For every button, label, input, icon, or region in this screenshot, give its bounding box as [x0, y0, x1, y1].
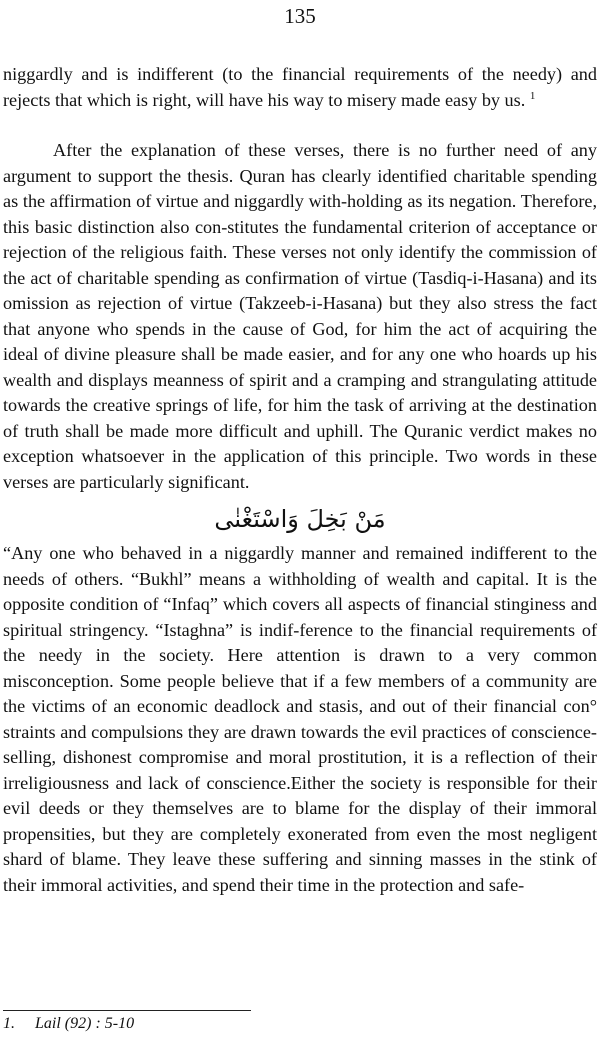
footnote — [3, 1015, 134, 1033]
paragraph-explanation: After the explanation of these verses, there is no further need of any argument to support the thesis. Quran has clearly identified charitable spending as the affirmation of virtue and niggardly with-holding as its negation. Therefore, this basic distinction also con-stitutes the fundamental criterion of acceptance or rejection of the religious faith. These verses not only identify the commission of the act of charitable spending as confirmation of virtue (Tasdiq-i-Hasana) and its omission as rejection of virtue (Takzeeb-i-Hasana) but they also stress the fact that anyone who spends in the cause of God, for him the act of acquiring the ideal of divine pleasure shall be made easier, and for any one who hoards up his wealth and displays meanness of spirit and a cramping and strangulating attitude towards the creative springs of life, for him the task of arriving at the destination of truth shall be made more difficult and uphill. The Quranic verdict makes no exception whatsoever in the application of this principle. Two words in these verses are particularly significant. — [3, 140, 597, 492]
paragraph-commentary: “Any one who behaved in a niggardly manner and remained indifferent to the needs of others. “Bukhl” means a withholding of wealth and capital. It is the opposite condition of “Infaq” which covers all aspects of financial stinginess and spiritual stringency. “Istaghna” is indif-ference to the financial requirements of the needy in the society. Here attention is drawn to a very common misconception. Some people believe that if a few members of a community are the victims of an economic deadlock and stasis, and out of their financial con° straints and compulsions they are drawn towards the evil practices of conscience-selling, dishonest compromise and moral prostitution, it is a reflection of their irreligiousness and lack of conscience.Either the society is responsible for their evil deeds or they themselves are to blame for the display of their immoral propensities, but they are completely exonerated from even the most negligent shard of blame. They leave these suffering and sinning masses in the stink of their immoral activities, and spend their time in the protection and safe- — [3, 543, 597, 895]
footnote-text: Lail (92) : 5-10 — [35, 1015, 135, 1032]
footnote-divider — [3, 1010, 251, 1011]
footnote-number: 1. — [3, 1015, 15, 1032]
arabic-verse: مَنْ بَخِلَ وَاسْتَغْنٰى — [214, 505, 386, 533]
footnote-reference: 1 — [529, 89, 536, 102]
paragraph-continuation — [3, 62, 597, 113]
body-text — [3, 62, 597, 898]
page-number: 135 — [284, 4, 316, 28]
paragraph-text: niggardly and is indifferent (to the financial requirements of the needy) and rejects that which is right, will have his way to misery made easy by us. — [3, 64, 597, 110]
